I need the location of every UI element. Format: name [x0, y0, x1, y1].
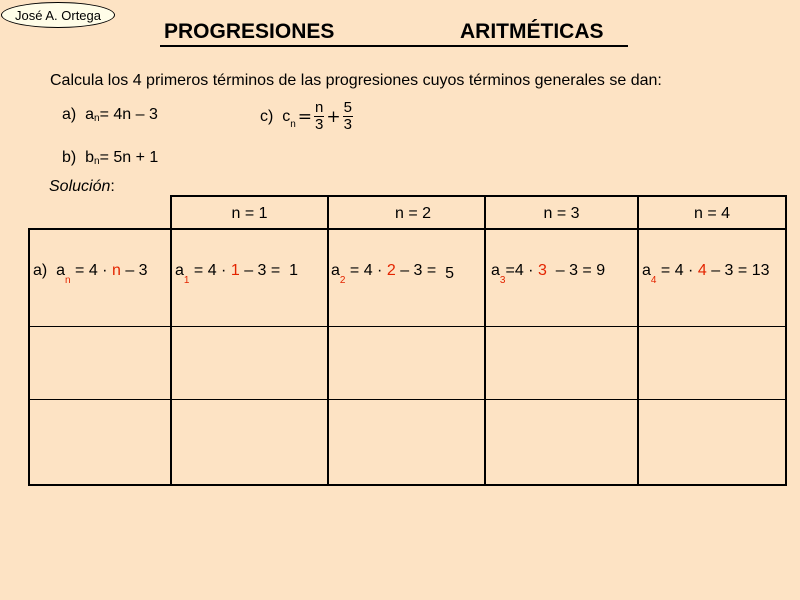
author-badge: José A. Ortega — [1, 2, 115, 28]
exercise-b-expr: = 5n + 1 — [99, 149, 159, 166]
exercise-a — [62, 106, 158, 124]
solution-label: Solución: — [49, 178, 115, 195]
title-aritmeticas: ARITMÉTICAS — [460, 20, 604, 43]
exercise-c-frac2 — [343, 100, 353, 133]
table-col-line — [637, 195, 639, 486]
exercise-c-eq: = — [297, 106, 313, 127]
exercise-a-var: a — [85, 106, 95, 123]
exercise-c-frac2-den: 3 — [343, 116, 352, 133]
exercise-a-label: a) — [62, 106, 77, 123]
table-col-line — [327, 195, 329, 486]
exercise-c-frac2-num: 5 — [343, 99, 352, 116]
exercise-a-expr: = 4n – 3 — [99, 106, 158, 123]
exercise-b-label: b) — [62, 149, 77, 166]
table-row-line — [28, 399, 787, 400]
title-underline — [160, 45, 628, 47]
exercise-b-sub: n — [94, 156, 100, 167]
instruction-text: Calcula los 4 primeros términos de las progresiones cuyos términos generales se dan: — [50, 72, 662, 89]
title-progresiones: PROGRESIONES — [164, 20, 335, 43]
table-header-n1: n = 1 — [231, 205, 268, 222]
table-header-n3: n = 3 — [543, 205, 580, 222]
exercise-c-plus: + — [326, 106, 341, 127]
table-col-line — [28, 228, 30, 486]
exercise-c — [260, 100, 353, 133]
row-a-cell-n2: $a_2 = 4 \cdot 2 - 3 = 5$ — [331, 262, 455, 286]
row-a-label: a) $a_n = 4 \cdot n - 3$ — [33, 262, 148, 286]
exercise-c-label: c) — [260, 107, 274, 125]
row-a-cell-n4: $a_4 = 4 \cdot 4 - 3 = 13$ — [642, 262, 770, 286]
table-col-line — [170, 195, 172, 486]
exercise-c-var: c — [282, 107, 291, 125]
table-row-line — [28, 228, 787, 230]
exercise-a-sub: n — [94, 113, 100, 124]
exercise-c-sub: n — [290, 119, 296, 130]
exercise-c-frac1-den: 3 — [315, 116, 324, 133]
table-row-line — [28, 326, 787, 327]
table-col-line — [785, 195, 787, 486]
row-a-cell-n3: $a_3=4 \cdot 3 - 3 = 9$ — [491, 262, 606, 286]
row-a-cell-n1: $a_1 = 4 \cdot 1 - 3 = 1$ — [175, 262, 299, 286]
table-header-top-line — [170, 195, 787, 197]
table-header-n2: n = 2 — [394, 205, 432, 222]
exercise-b — [62, 149, 158, 167]
exercise-c-frac1 — [314, 100, 324, 133]
table-bottom-line — [28, 484, 787, 486]
table-header-n4: n = 4 — [693, 205, 731, 222]
exercise-b-var: b — [85, 149, 95, 166]
exercise-c-frac1-num: n — [315, 99, 324, 116]
table-col-line — [484, 195, 486, 486]
